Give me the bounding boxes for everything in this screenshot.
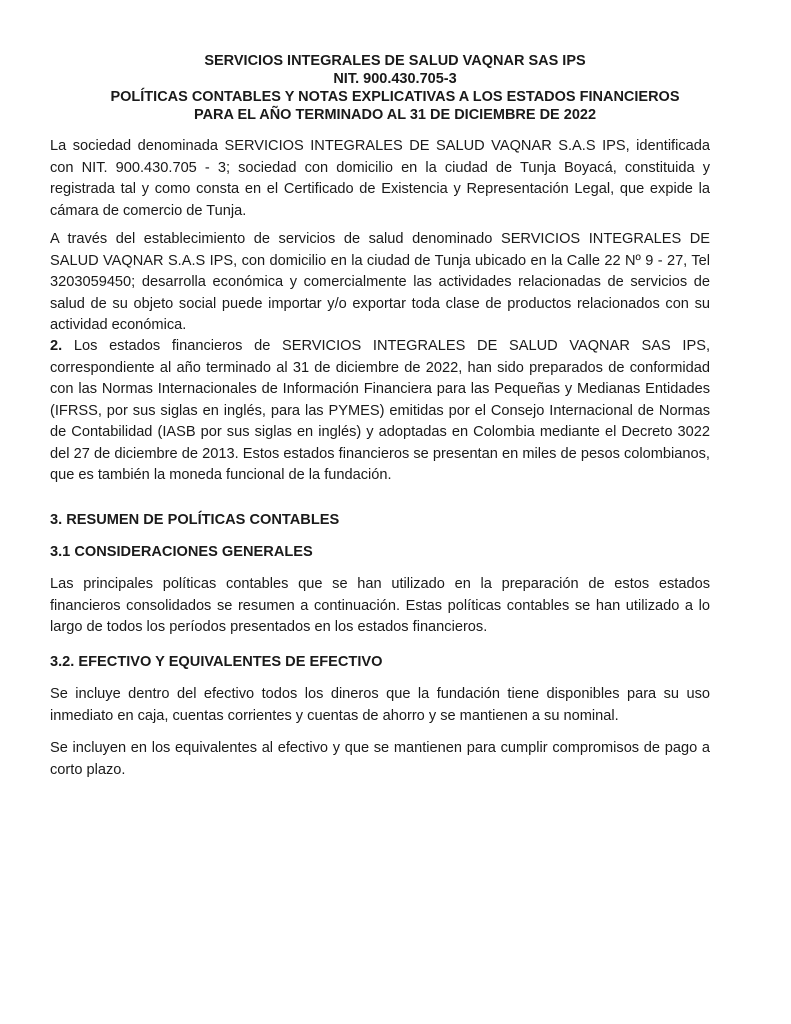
section-title-3-2: 3.2. EFECTIVO Y EQUIVALENTES DE EFECTIVO bbox=[50, 654, 383, 670]
paragraph-cash-definition: Se incluye dentro del efectivo todos los dineros que la fundación tiene disponibles para su uso inmediato en caja, cuentas corrientes y cuentas de ahorro y se mantienen a su nominal. bbox=[50, 686, 710, 724]
paragraph-general-considerations: Las principales políticas contables que se han utilizado en la preparación de estos estados financieros consolidados se resumen a continuación. Estas políticas contables se han utilizado a lo largo de todos los períodos presentados en los estados financieros. bbox=[50, 576, 710, 635]
company-name: SERVICIOS INTEGRALES DE SALUD VAQNAR SAS IPS bbox=[204, 53, 586, 69]
section-title-3: 3. RESUMEN DE POLÍTICAS CONTABLES bbox=[50, 512, 340, 528]
company-nit: NIT. 900.430.705-3 bbox=[333, 71, 457, 87]
paragraph-number: 2. bbox=[50, 338, 63, 354]
document-title-line1: POLÍTICAS CONTABLES Y NOTAS EXPLICATIVAS A LOS ESTADOS FINANCIEROS bbox=[110, 89, 680, 105]
paragraph-company-description: La sociedad denominada SERVICIOS INTEGRALES DE SALUD VAQNAR S.A.S IPS, identificada con NIT. 900.430.705 - 3; sociedad con domicilio en la ciudad de Tunja Boyacá, constituida y registrada tal y como consta en el Certificado de Existencia y Representación Legal, que expide la cámara de comercio de Tunja. bbox=[50, 138, 710, 219]
section-title-3-1: 3.1 CONSIDERACIONES GENERALES bbox=[50, 544, 313, 560]
paragraph-financial-statements-text: Los estados financieros de SERVICIOS INTEGRALES DE SALUD VAQNAR SAS IPS, correspondiente al año terminado al 31 de diciembre de 2022, han sido preparados de conformidad con las Normas Internacionales de Información Financiera para las Pequeñas y Medianas Entidades (IFRSS, por sus siglas en inglés, para las PYMES) emitidas por el Consejo Internacional de Normas de Contabilidad (IASB por sus siglas en inglés) y adoptadas en Colombia mediante el Decreto 3022 del 27 de diciembre de 2013. Estos estados financieros se presentan en miles de pesos colombianos, que es también la moneda funcional de la fundación. bbox=[50, 338, 711, 483]
paragraph-financial-statements bbox=[50, 336, 710, 487]
document-title-line2: PARA EL AÑO TERMINADO AL 31 DE DICIEMBRE DE 2022 bbox=[193, 107, 597, 123]
paragraph-cash-equivalents: Se incluyen en los equivalentes al efectivo y que se mantienen para cumplir compromisos de pago a corto plazo. bbox=[50, 740, 710, 778]
paragraph-establishment: A través del establecimiento de servicios de salud denominado SERVICIOS INTEGRALES DE SALUD VAQNAR S.A.S IPS, con domicilio en la ciudad de Tunja ubicado en la Calle 22 Nº 9 - 27, Tel 3203059450; desarrolla económica y comercialmente las actividades relacionadas de servicios de salud de su objeto social puede importar y/o exportar toda clase de productos relacionados con su actividad económica. bbox=[50, 231, 710, 333]
